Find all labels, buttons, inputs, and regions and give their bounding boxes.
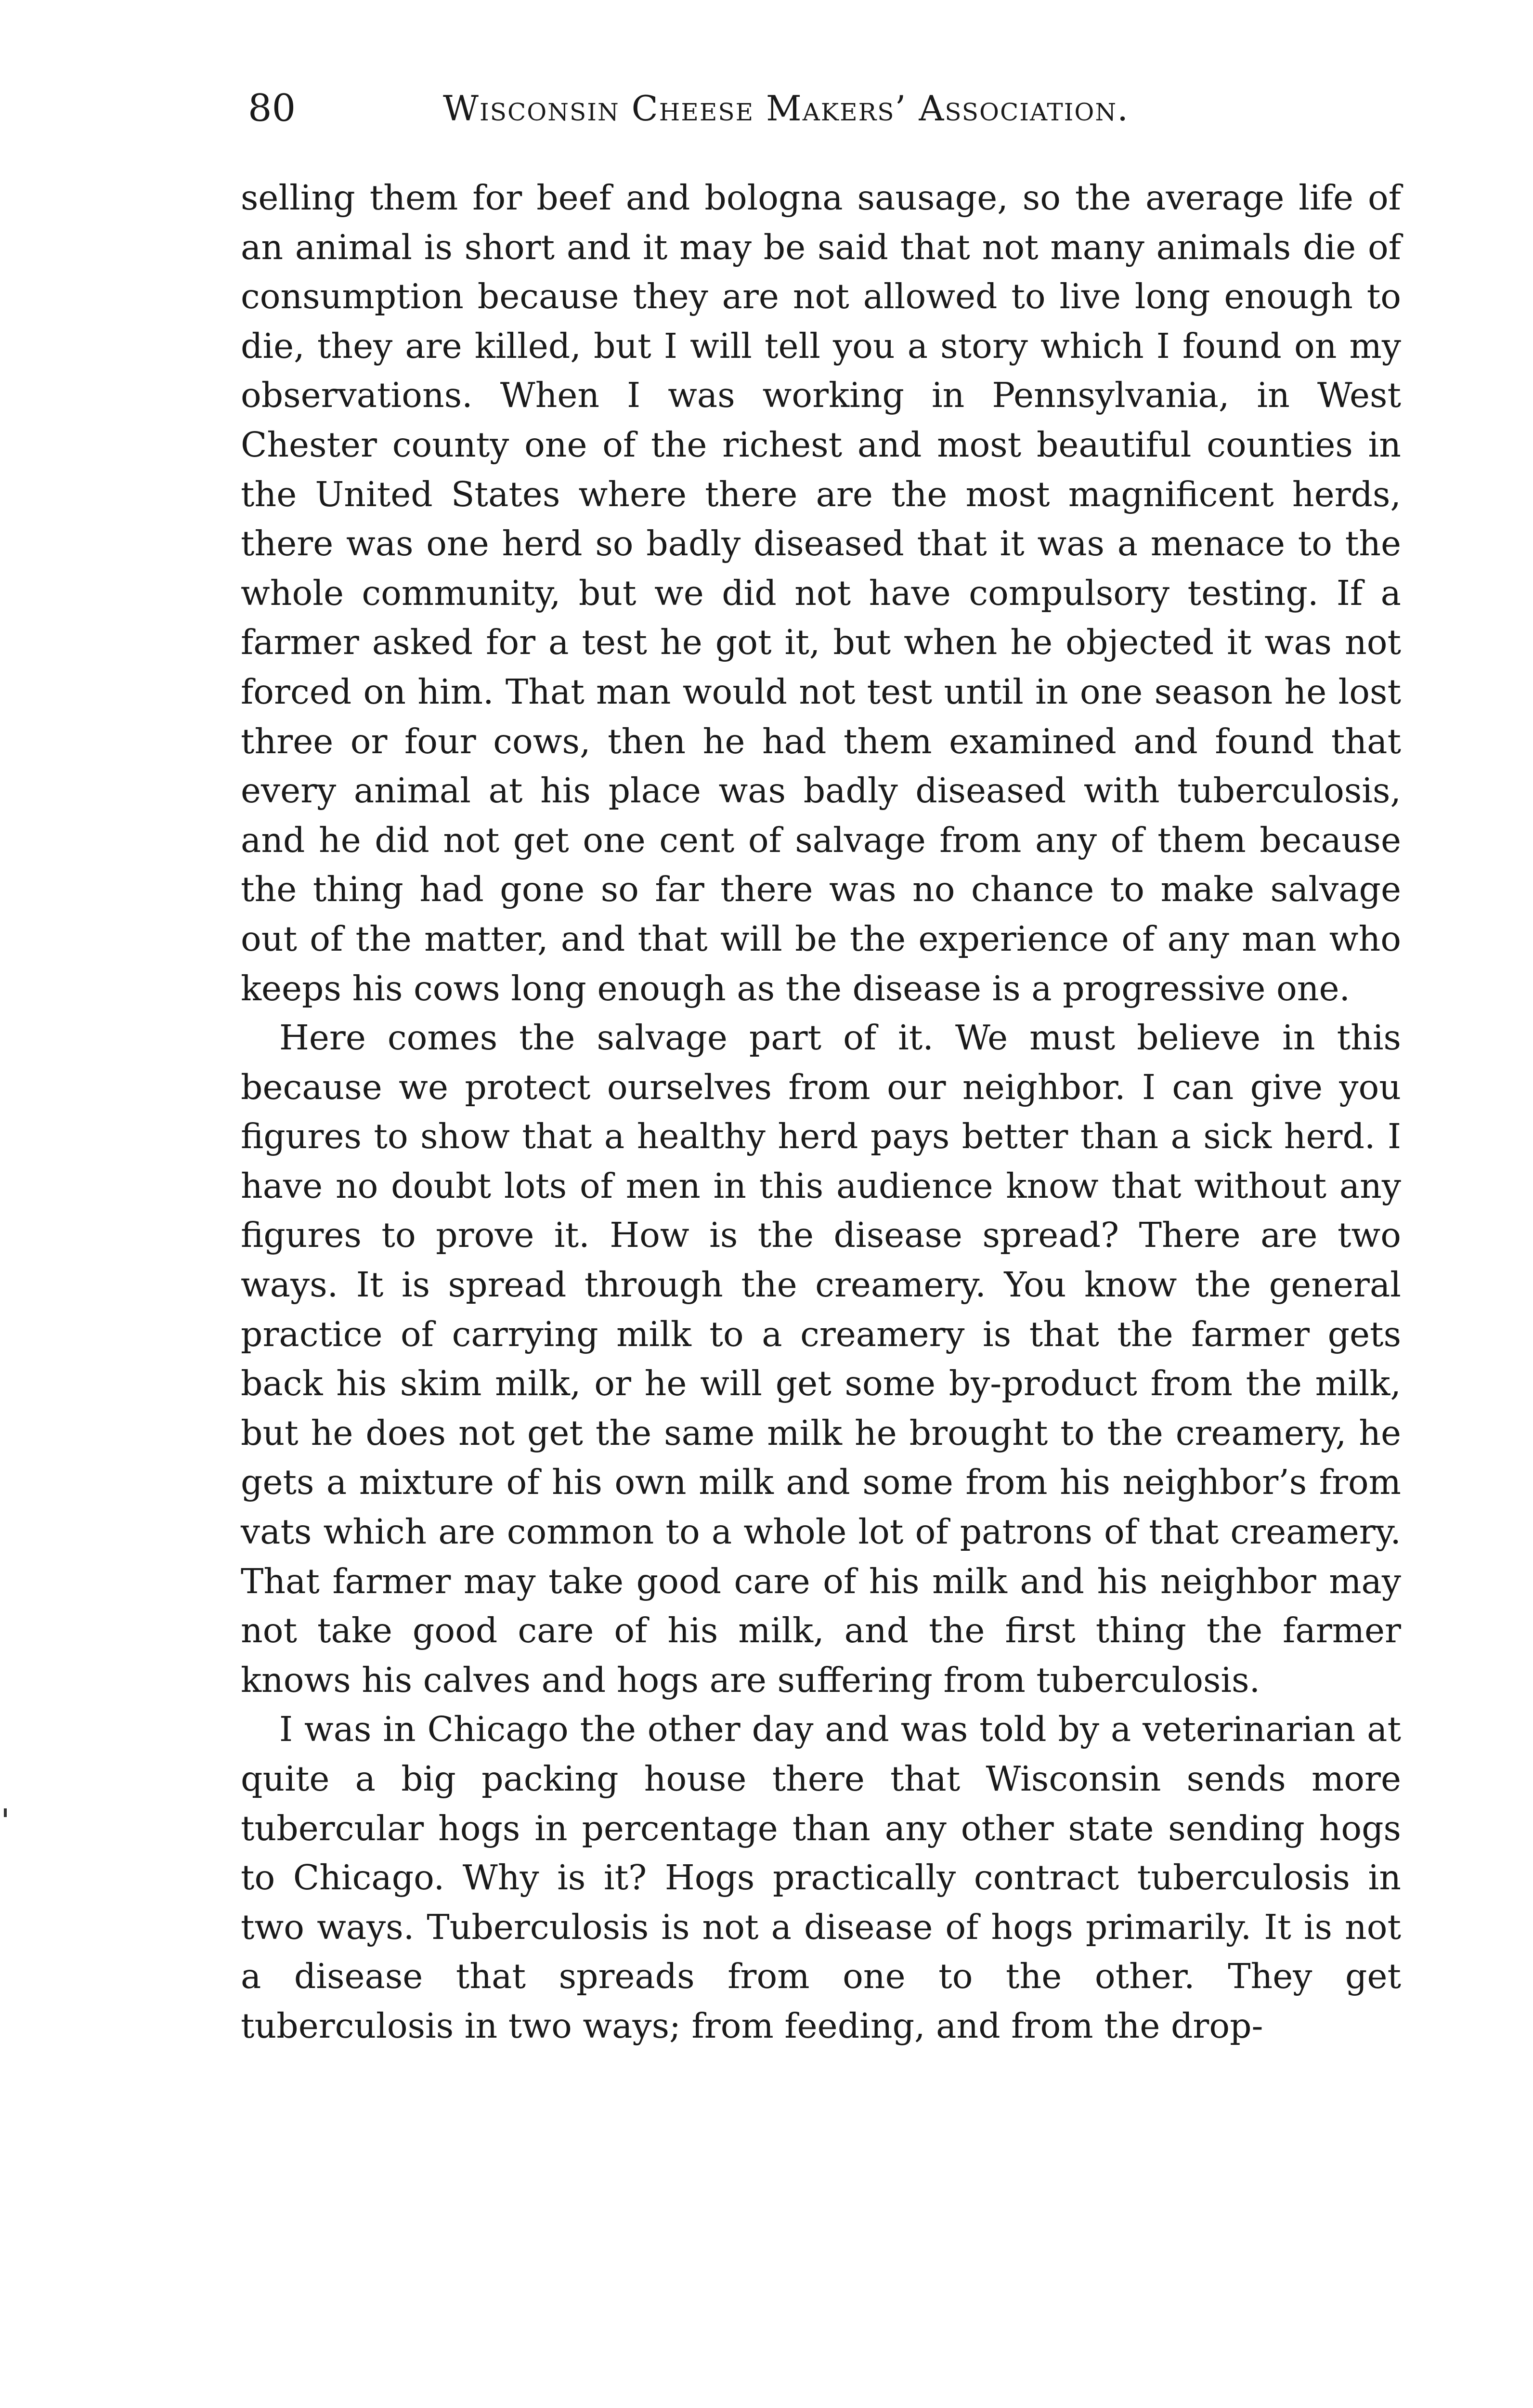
paragraph-chicago: I was in Chicago the other day and was told by a veterinarian at quite a big packing house there that Wisconsin sends more tubercular hogs in percentage than any other state sending hogs to Chicago. Why is it? Hogs practically contract tuberculosis in two ways. Tuberculosis is not a disease of hogs primarily. It is not a disease that spreads from one to the other. They get tuberculosis in two ways; from feeding, and from the drop-	[241, 1709, 1401, 2046]
margin-mark	[4, 1808, 7, 1817]
page-header	[248, 82, 1403, 135]
body-text	[241, 173, 1401, 2051]
running-title: Wisconsin Cheese Makers’ Association.	[443, 88, 1130, 129]
paragraph-salvage: Here comes the salvage part of it. We must believe in this because we protect ourselves from our neighbor. I can give you figures to show that a healthy herd pays better than a sick herd. I have no doubt lots of men in this audience know that without any figures to prove it. How is the disease spread? There are two ways. It is spread through the creamery. You know the general practice of carrying milk to a creamery is that the farmer gets back his skim milk, or he will get some by-product from the milk, but he does not get the same milk he brought to the creamery, he gets a mixture of his own milk and some from his neighbor’s from vats which are common to a whole lot of patrons of that creamery. That farmer may take good care of his milk and his neighbor may not take good care of his milk, and the first thing the farmer knows his calves and hogs are suffering from tuberculosis.	[241, 1018, 1401, 1700]
page-number: 80	[248, 87, 296, 130]
paragraph-continued: selling them for beef and bologna sausage, so the average life of an animal is short and it may be said that not many animals die of consumption because they are not allowed to live long enough to die, they are killed, but I will tell you a story which I found on my observations. When I was working in Pennsylvania, in West Chester county one of the richest and most beautiful counties in the United States where there are the most magnificent herds, there was one herd so badly diseased that it was a menace to the whole community, but we did not have compulsory testing. If a farmer asked for a test he got it, but when he objected it was not forced on him. That man would not test until in one season he lost three or four cows, then he had them examined and found that every animal at his place was badly diseased with tuberculosis, and he did not get one cent of salvage from any of them because the thing had gone so far there was no chance to make salvage out of the matter, and that will be the experience of any man who keeps his cows long enough as the disease is a progressive one.	[241, 178, 1401, 1008]
